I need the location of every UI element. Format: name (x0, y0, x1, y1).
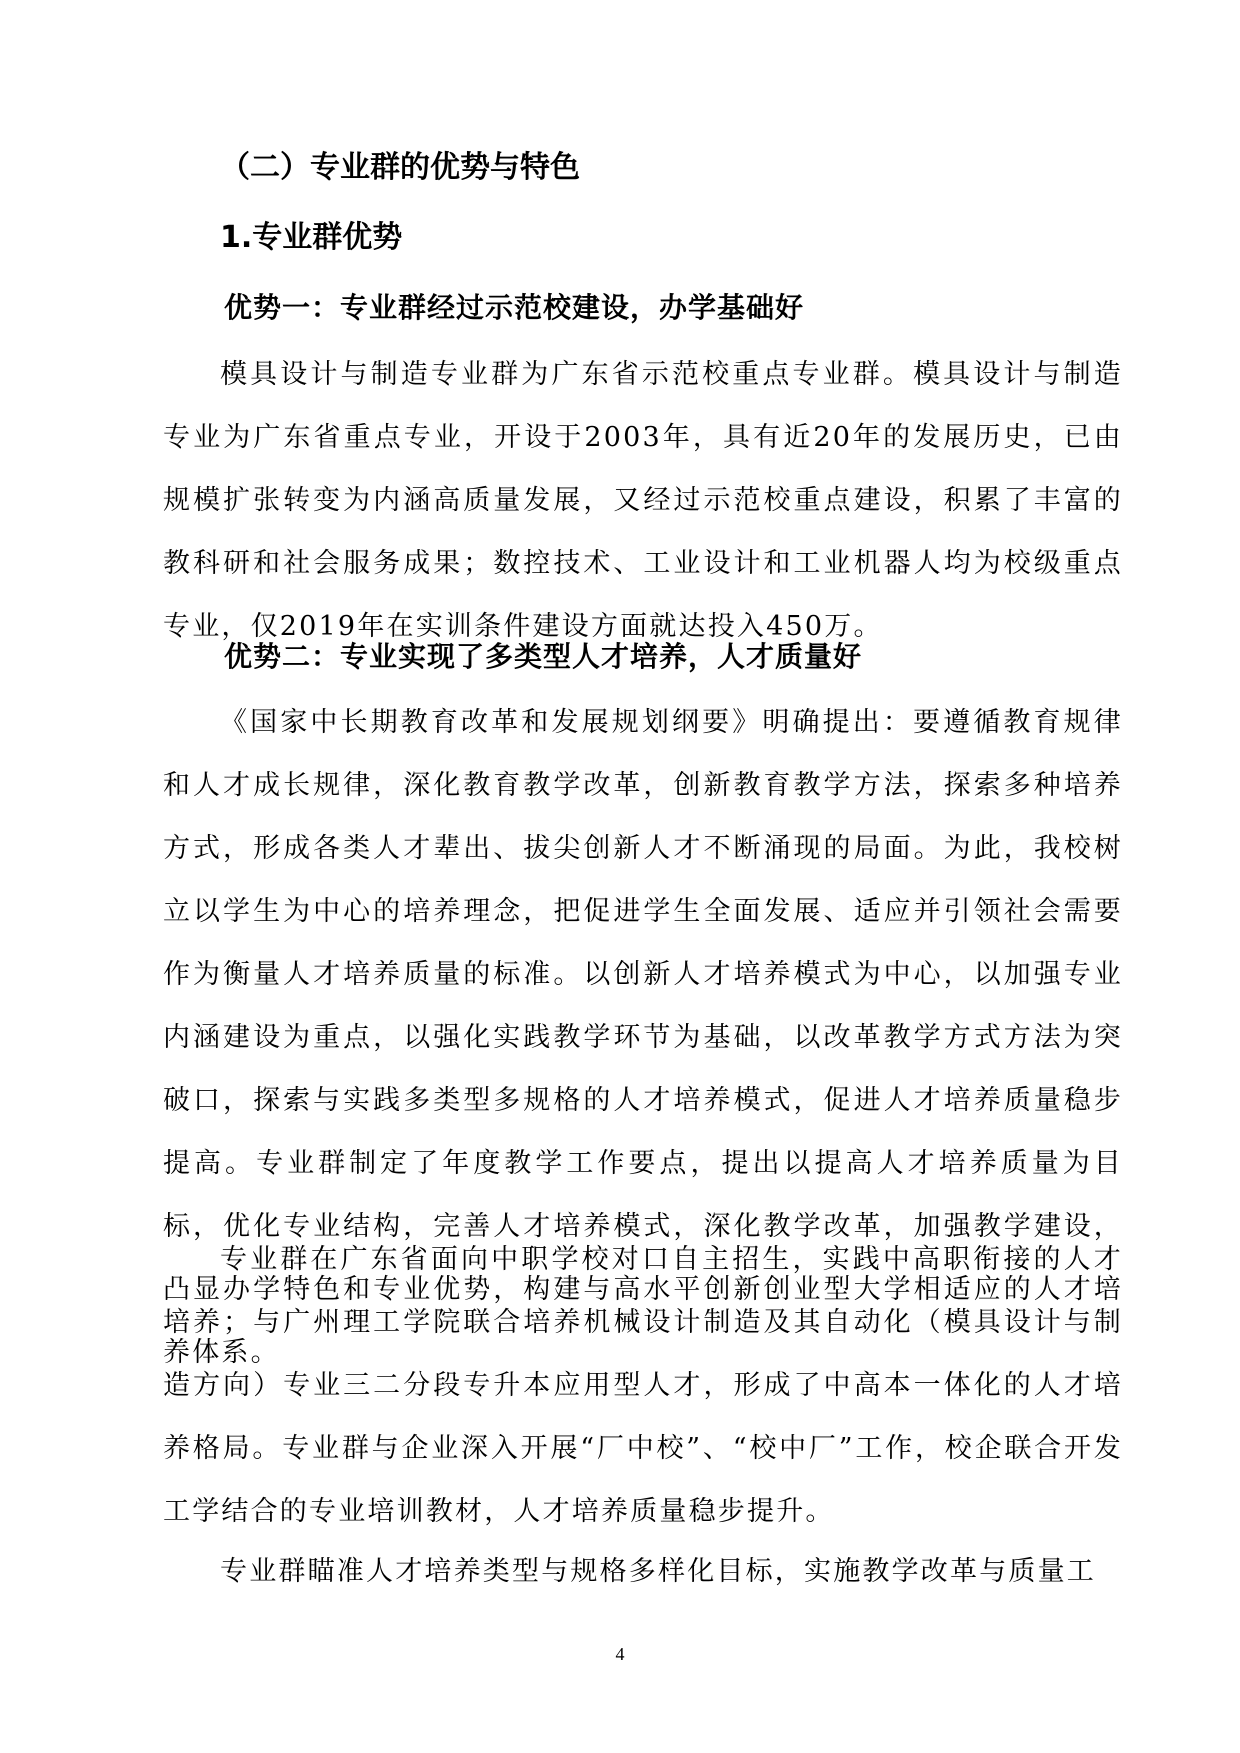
advantage-2-title: 优势二：专业实现了多类型人才培养，人才质量好 (224, 640, 863, 673)
page-number: 4 (615, 1644, 625, 1664)
advantage-1-title: 优势一：专业群经过示范校建设，办学基础好 (224, 291, 805, 324)
advantage-1-paragraph: 模具设计与制造专业群为广东省示范校重点专业群。模具设计与制造专业为广东省重点专业，开设于2003年，具有近20年的发展历史，已由规模扩张转变为内涵高质量发展，又经过示范校重点建设，积累了丰富的教科研和社会服务成果；数控技术、工业设计和工业机器人均为校级重点专业，仅2019年在实训条件建设方面就达投入450万。 (163, 359, 1123, 642)
advantage-2-paragraph-2: 专业群在广东省面向中职学校对口自主招生，实践中高职衔接的人才培养；与广州理工学院联合培养机械设计制造及其自动化（模具设计与制造方向）专业三二分段专升本应用型人才，形成了中高本一体化的人才培养格局。专业群与企业深入开展“厂中校”、“校中厂”工作，校企联合开发工学结合的专业培训教材，人才培养质量稳步提升。 (163, 1244, 1123, 1527)
advantage-2-paragraph-3: 专业群瞄准人才培养类型与规格多样化目标，实施教学改革与质量工 (220, 1556, 1096, 1587)
section-heading: （二）专业群的优势与特色 (220, 150, 580, 185)
advantage-2-paragraph-1: 《国家中长期教育改革和发展规划纲要》明确提出：要遵循教育规律和人才成长规律，深化教育教学改革，创新教育教学方法，探索多种培养方式，形成各类人才辈出、拔尖创新人才不断涌现的局面。为此，我校树立以学生为中心的培养理念，把促进学生全面发展、适应并引领社会需要作为衡量人才培养质量的标准。以创新人才培养模式为中心，以加强专业内涵建设为重点，以强化实践教学环节为基础，以改革教学方式方法为突破口，探索与实践多类型多规格的人才培养模式，促进人才培养质量稳步提高。专业群制定了年度教学工作要点，提出以提高人才培养质量为目标，优化专业结构，完善人才培养模式，深化教学改革，加强教学建设，凸显办学特色和专业优势，构建与高水平创新创业型大学相适应的人才培养体系。 (163, 707, 1123, 1368)
subsection-heading: 1.专业群优势 (220, 220, 403, 255)
